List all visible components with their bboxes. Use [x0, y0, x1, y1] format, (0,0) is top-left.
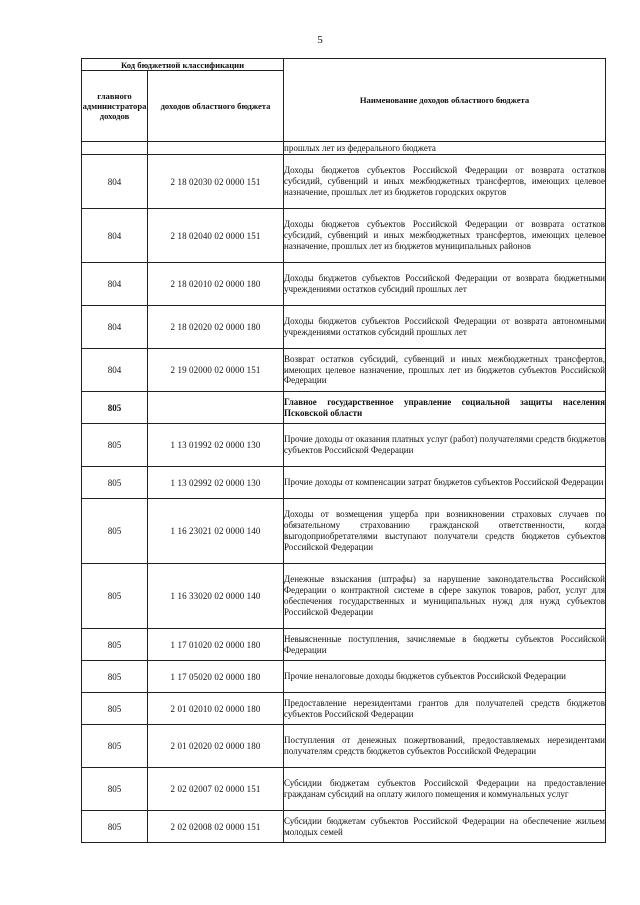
income-name: Прочие доходы от оказания платных услуг (работ) получателями средств бюджетов субъектов Российской Федерации: [284, 424, 606, 467]
budget-code: 1 16 23021 02 0000 140: [148, 499, 284, 564]
table-row: [82, 693, 606, 725]
group-header: Код бюджетной классификации: [82, 59, 284, 71]
admin-code: 804: [82, 306, 148, 349]
page-number: 5: [317, 34, 323, 46]
income-name: Прочие неналоговые доходы бюджетов субъектов Российской Федерации: [284, 661, 606, 693]
admin-code: 805: [82, 392, 148, 424]
table-row: [82, 768, 606, 811]
continuation-row: [82, 142, 606, 155]
income-name: прошлых лет из федерального бюджета: [284, 142, 606, 155]
income-name: Прочие доходы от компенсации затрат бюджетов субъектов Российской Федерации: [284, 467, 606, 499]
budget-code: 1 13 02992 02 0000 130: [148, 467, 284, 499]
table-row: [82, 424, 606, 467]
budget-code: 1 17 01020 02 0000 180: [148, 629, 284, 661]
budget-code: 2 01 02020 02 0000 180: [148, 725, 284, 768]
table-row: [82, 564, 606, 629]
table-row: [82, 629, 606, 661]
budget-code: 2 18 02030 02 0000 151: [148, 155, 284, 209]
income-name: Доходы бюджетов субъектов Российской Федерации от возврата бюджетными учреждениями остатков субсидий прошлых лет: [284, 263, 606, 306]
budget-code: [148, 392, 284, 424]
income-name: Предоставление нерезидентами грантов для получателей средств бюджетов субъектов Российской Федерации: [284, 693, 606, 725]
budget-code: 2 18 02040 02 0000 151: [148, 209, 284, 263]
admin-code: 805: [82, 499, 148, 564]
income-name: Денежные взыскания (штрафы) за нарушение законодательства Российской Федерации о контрактной системе в сфере закупок товаров, работ, услуг для обеспечения государственных и муниципальных нужд для нужд субъектов Российской Федерации: [284, 564, 606, 629]
budget-code: 2 19 02000 02 0000 151: [148, 349, 284, 392]
admin-code: 804: [82, 349, 148, 392]
admin-code: 805: [82, 693, 148, 725]
income-name: Невыясненные поступления, зачисляемые в бюджеты субъектов Российской Федерации: [284, 629, 606, 661]
admin-code: 804: [82, 155, 148, 209]
admin-code: 805: [82, 467, 148, 499]
budget-code: 2 18 02010 02 0000 180: [148, 263, 284, 306]
table-row: [82, 209, 606, 263]
admin-code: 805: [82, 768, 148, 811]
table-row: [82, 263, 606, 306]
budget-code: 1 16 33020 02 0000 140: [148, 564, 284, 629]
table-row: [82, 306, 606, 349]
admin-column-header: главного администратора доходов: [82, 71, 148, 142]
budget-code: [148, 142, 284, 155]
admin-code: 805: [82, 424, 148, 467]
admin-code: 805: [82, 811, 148, 843]
budget-code: 1 13 01992 02 0000 130: [148, 424, 284, 467]
table-row: [82, 811, 606, 843]
income-name: Доходы бюджетов субъектов Российской Федерации от возврата автономными учреждениями остатков субсидий прошлых лет: [284, 306, 606, 349]
admin-code: 805: [82, 725, 148, 768]
income-name: Доходы бюджетов субъектов Российской Федерации от возврата остатков субсидий, субвенций и иных межбюджетных трансфертов, имеющих целевое назначение, прошлых лет из бюджетов городских округов: [284, 155, 606, 209]
table-row: [82, 155, 606, 209]
budget-code: 1 17 05020 02 0000 180: [148, 661, 284, 693]
admin-code: 805: [82, 629, 148, 661]
income-name: Доходы бюджетов субъектов Российской Федерации от возврата остатков субсидий, субвенций и иных межбюджетных трансфертов, имеющих целевое назначение, прошлых лет из бюджетов муниципальных районов: [284, 209, 606, 263]
admin-code: 804: [82, 209, 148, 263]
budget-classification-table: [81, 58, 606, 843]
admin-code: 805: [82, 661, 148, 693]
table-row: [82, 467, 606, 499]
table-row: [82, 499, 606, 564]
admin-code: [82, 142, 148, 155]
table-row: [82, 392, 606, 424]
income-name: Субсидии бюджетам субъектов Российской Федерации на предоставление гражданам субсидий на оплату жилого помещения и коммунальных услуг: [284, 768, 606, 811]
budget-code: 2 18 02020 02 0000 180: [148, 306, 284, 349]
income-name: Субсидии бюджетам субъектов Российской Федерации на обеспечение жильем молодых семей: [284, 811, 606, 843]
budget-code: 2 01 02010 02 0000 180: [148, 693, 284, 725]
budget-code: 2 02 02008 02 0000 151: [148, 811, 284, 843]
table-row: [82, 661, 606, 693]
income-name: Доходы от возмещения ущерба при возникновении страховых случаев по обязательному страхованию гражданской ответственности, когда выгодоприобретателями выступают получатели средств бюджетов субъектов Российской Федерации: [284, 499, 606, 564]
income-name: Возврат остатков субсидий, субвенций и иных межбюджетных трансфертов, имеющих целевое назначение, прошлых лет из бюджетов субъектов Российской Федерации: [284, 349, 606, 392]
income-column-header: доходов областного бюджета: [148, 71, 284, 142]
table-row: [82, 349, 606, 392]
admin-code: 804: [82, 263, 148, 306]
admin-code: 805: [82, 564, 148, 629]
table-row: [82, 725, 606, 768]
income-name: Главное государственное управление социальной защиты населения Псковской области: [284, 392, 606, 424]
income-name: Поступления от денежных пожертвований, предоставляемых нерезидентами получателям средств бюджетов субъектов Российской Федерации: [284, 725, 606, 768]
name-column-header: Наименование доходов областного бюджета: [284, 59, 606, 142]
budget-code: 2 02 02007 02 0000 151: [148, 768, 284, 811]
